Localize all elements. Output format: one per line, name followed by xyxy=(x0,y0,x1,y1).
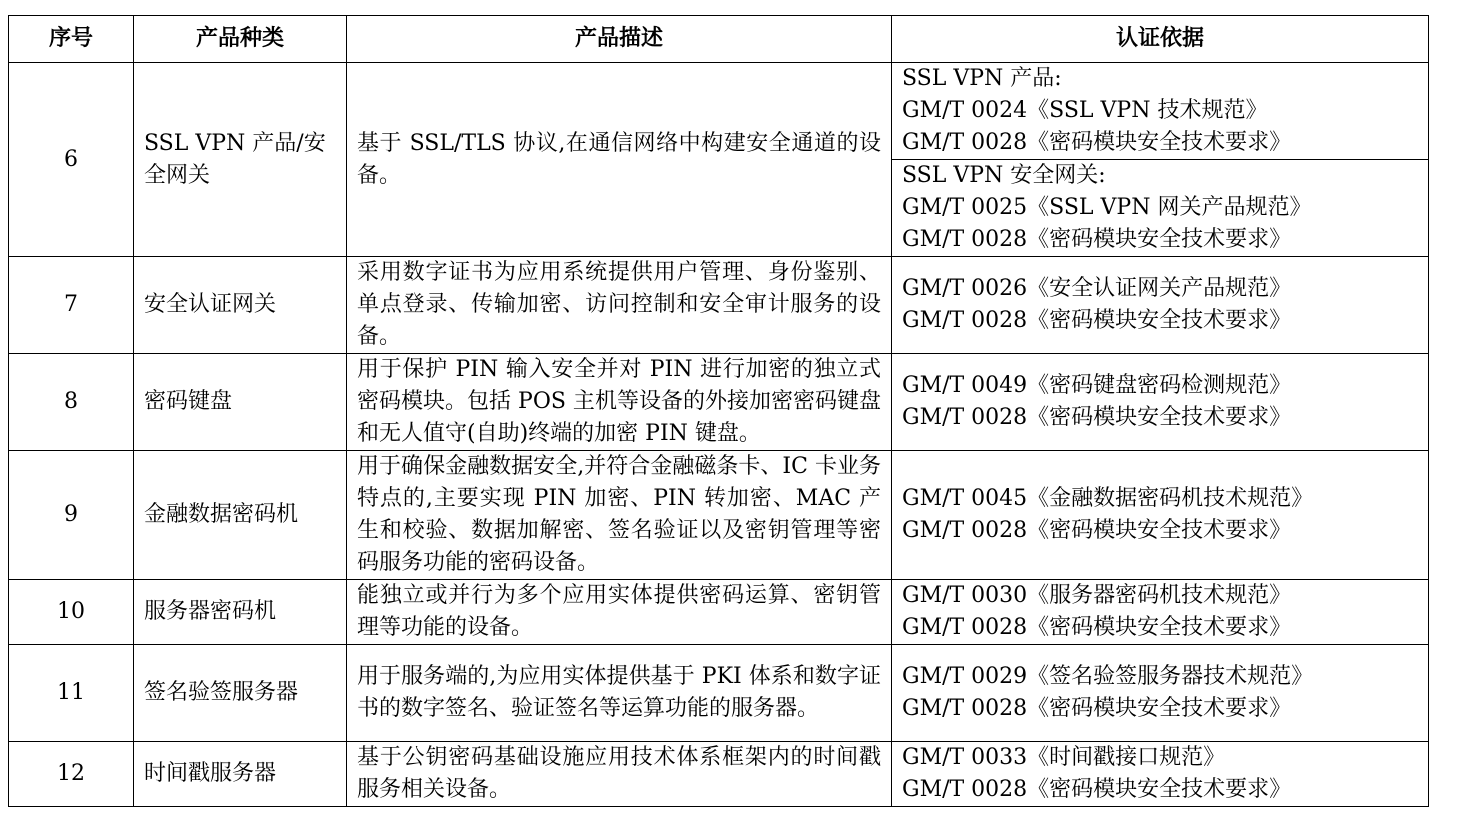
row-basis xyxy=(892,645,1429,742)
row-number: 12 xyxy=(9,742,134,807)
basis-line: GM/T 0028《密码模块安全技术要求》 xyxy=(902,227,1292,252)
table-row xyxy=(9,354,1429,451)
row-basis xyxy=(892,354,1429,451)
basis-line: GM/T 0030《服务器密码机技术规范》 xyxy=(902,583,1292,608)
header-category: 产品种类 xyxy=(134,16,347,63)
basis-line: GM/T 0049《密码键盘密码检测规范》 xyxy=(902,373,1292,398)
table-row xyxy=(9,257,1429,354)
basis-line: GM/T 0028《密码模块安全技术要求》 xyxy=(902,308,1292,333)
basis-line: GM/T 0024《SSL VPN 技术规范》 xyxy=(902,98,1268,123)
basis-line: SSL VPN 安全网关: xyxy=(902,163,1106,188)
row-category: SSL VPN 产品/安全网关 xyxy=(134,63,347,257)
row-number: 9 xyxy=(9,451,134,580)
basis-line: SSL VPN 产品: xyxy=(902,66,1062,91)
row-category: 服务器密码机 xyxy=(134,580,347,645)
basis-line: GM/T 0045《金融数据密码机技术规范》 xyxy=(902,486,1314,511)
basis-line: GM/T 0028《密码模块安全技术要求》 xyxy=(902,777,1292,802)
table-row xyxy=(9,742,1429,807)
table-row xyxy=(9,63,1429,160)
row-description: 采用数字证书为应用系统提供用户管理、身份鉴别、单点登录、传输加密、访问控制和安全审计服务的设备。 xyxy=(347,257,892,354)
row-category: 安全认证网关 xyxy=(134,257,347,354)
row-number: 8 xyxy=(9,354,134,451)
basis-line: GM/T 0029《签名验签服务器技术规范》 xyxy=(902,664,1314,689)
row-category: 金融数据密码机 xyxy=(134,451,347,580)
header-basis: 认证依据 xyxy=(892,16,1429,63)
basis-line: GM/T 0033《时间戳接口规范》 xyxy=(902,745,1226,770)
basis-line: GM/T 0028《密码模块安全技术要求》 xyxy=(902,696,1292,721)
row-basis xyxy=(892,257,1429,354)
row-number: 10 xyxy=(9,580,134,645)
row-category: 时间戳服务器 xyxy=(134,742,347,807)
row-description: 用于服务端的,为应用实体提供基于 PKI 体系和数字证书的数字签名、验证签名等运算功能的服务器。 xyxy=(347,645,892,742)
header-number: 序号 xyxy=(9,16,134,63)
header-row xyxy=(9,16,1429,63)
basis-line: GM/T 0028《密码模块安全技术要求》 xyxy=(902,615,1292,640)
table-row xyxy=(9,580,1429,645)
row-description: 用于保护 PIN 输入安全并对 PIN 进行加密的独立式密码模块。包括 POS 主机等设备的外接加密密码键盘和无人值守(自助)终端的加密 PIN 键盘。 xyxy=(347,354,892,451)
table-row xyxy=(9,451,1429,580)
basis-line: GM/T 0028《密码模块安全技术要求》 xyxy=(902,405,1292,430)
row-basis xyxy=(892,63,1429,160)
row-number: 6 xyxy=(9,63,134,257)
row-category: 签名验签服务器 xyxy=(134,645,347,742)
row-basis xyxy=(892,742,1429,807)
basis-line: GM/T 0025《SSL VPN 网关产品规范》 xyxy=(902,195,1312,220)
row-basis xyxy=(892,160,1429,257)
row-description: 基于公钥密码基础设施应用技术体系框架内的时间戳服务相关设备。 xyxy=(347,742,892,807)
table-row xyxy=(9,645,1429,742)
row-number: 7 xyxy=(9,257,134,354)
row-description: 能独立或并行为多个应用实体提供密码运算、密钥管理等功能的设备。 xyxy=(347,580,892,645)
row-description: 基于 SSL/TLS 协议,在通信网络中构建安全通道的设备。 xyxy=(347,63,892,257)
basis-line: GM/T 0026《安全认证网关产品规范》 xyxy=(902,276,1292,301)
row-description: 用于确保金融数据安全,并符合金融磁条卡、IC 卡业务特点的,主要实现 PIN 加密、PIN 转加密、MAC 产生和校验、数据加解密、签名验证以及密钥管理等密码服务功能的密码设备。 xyxy=(347,451,892,580)
row-number: 11 xyxy=(9,645,134,742)
row-basis xyxy=(892,580,1429,645)
basis-line: GM/T 0028《密码模块安全技术要求》 xyxy=(902,130,1292,155)
row-category: 密码键盘 xyxy=(134,354,347,451)
product-certification-table xyxy=(8,15,1429,807)
basis-line: GM/T 0028《密码模块安全技术要求》 xyxy=(902,518,1292,543)
header-description: 产品描述 xyxy=(347,16,892,63)
row-basis xyxy=(892,451,1429,580)
